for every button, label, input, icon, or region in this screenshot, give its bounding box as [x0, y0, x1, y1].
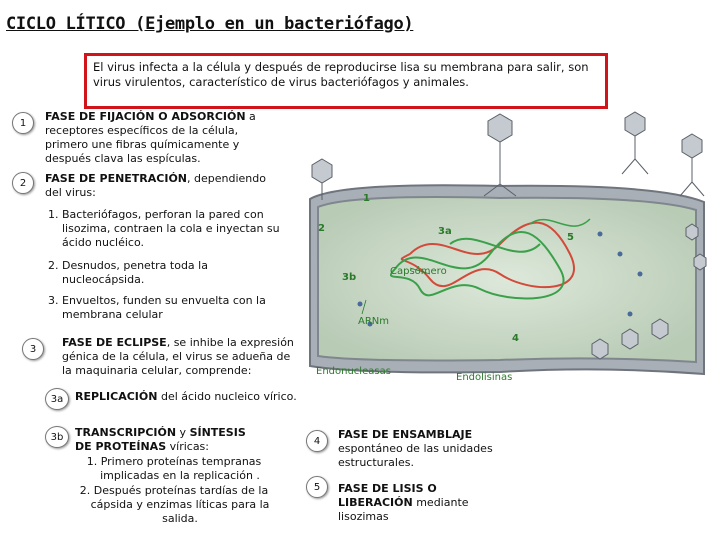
step-4-heading: FASE DE ENSAMBLAJE [338, 428, 473, 441]
step-3a-heading: REPLICACIÓN [75, 390, 158, 403]
step-2-heading: FASE DE PENETRACIÓN [45, 172, 188, 185]
step-3b-mid: y [176, 426, 190, 439]
diagram-label-arnm: ARNm [358, 316, 390, 327]
step-3-badge: 3 [22, 338, 44, 360]
phage-far-right [680, 134, 704, 196]
step-3b-heading-1: TRANSCRIPCIÓN [75, 426, 177, 439]
page-title: CICLO LÍTICO (Ejemplo en un bacteriófago) [6, 14, 414, 34]
step-2-body: , dependiendo del virus: [45, 172, 266, 199]
step-4-body: espontáneo de las unidades estructurales. [338, 442, 493, 469]
diagram-label-5: 5 [567, 232, 574, 243]
step-2-item-3: 3. Envueltos, funden su envuelta con la membrana celular [48, 294, 266, 321]
step-3b-heading-2: SÍNTESIS DE PROTEÍNAS [75, 426, 246, 453]
step-3-text [62, 336, 294, 378]
step-5-badge: 5 [306, 476, 328, 498]
step-3b-text [75, 426, 265, 454]
step-5-body: mediante lisozimas [338, 496, 469, 523]
diagram-label-4: 4 [512, 333, 519, 344]
step-3b-body: víricas: [166, 440, 209, 453]
step-3-body: , se inhibe la expresión génica de la célula, el virus se adueña de la maquinaria celular, comprende: [62, 336, 294, 377]
step-1-text [45, 110, 280, 166]
step-5-heading: FASE DE LISIS O LIBERACIÓN [338, 482, 437, 509]
step-3b-item-2: 2. Después proteínas tardías de la cápsida y enzimas líticas para la salida. [79, 484, 270, 525]
step-5-text [338, 482, 486, 524]
step-2-badge: 2 [12, 172, 34, 194]
step-4-badge: 4 [306, 430, 328, 452]
step-3a-body: del ácido nucleico vírico. [157, 390, 297, 403]
lytic-cycle-diagram [300, 104, 714, 390]
diagram-label-endolisinas: Endolisinas [456, 372, 513, 383]
phage-top-right [622, 112, 648, 174]
cell-membrane [318, 197, 696, 362]
diagram-label-2: 2 [318, 223, 325, 234]
step-4-text [338, 428, 508, 470]
step-3b-badge: 3b [45, 426, 69, 448]
diagram-label-3a: 3a [438, 226, 452, 237]
step-2-text [45, 172, 285, 200]
phage-attaching [484, 114, 516, 196]
step-2-item-1: 1. Bacteriófagos, perforan la pared con lisozima, contraen la cola e inyectan su ácido nucléico. [48, 208, 280, 249]
intro-box: El virus infecta a la célula y después de reproducirse lisa su membrana para salir, son virus virulentos, característico de virus bacteriófagos y animales. [84, 53, 608, 109]
diagram-label-1: 1 [363, 193, 370, 204]
step-3a-text [75, 390, 315, 404]
step-1-body: a receptores específicos de la célula, primero une fibras químicamente y después clava las espículas. [45, 110, 256, 165]
diagram-label-endonucleasas: Endonucleasas [316, 366, 391, 377]
diagram-label-capsomero: Capsómero [390, 266, 447, 277]
step-1-heading: FASE DE FIJACIÓN O ADSORCIÓN [45, 110, 246, 123]
step-3-heading: FASE DE ECLIPSE [62, 336, 167, 349]
diagram-label-3b: 3b [342, 272, 357, 283]
step-1-badge: 1 [12, 112, 34, 134]
step-3a-badge: 3a [45, 388, 69, 410]
step-2-item-2: 2. Desnudos, penetra toda la nucleocápsida. [48, 259, 208, 286]
step-3b-item-1: 1. Primero proteínas tempranas implicadas en la replicación . [86, 455, 262, 482]
